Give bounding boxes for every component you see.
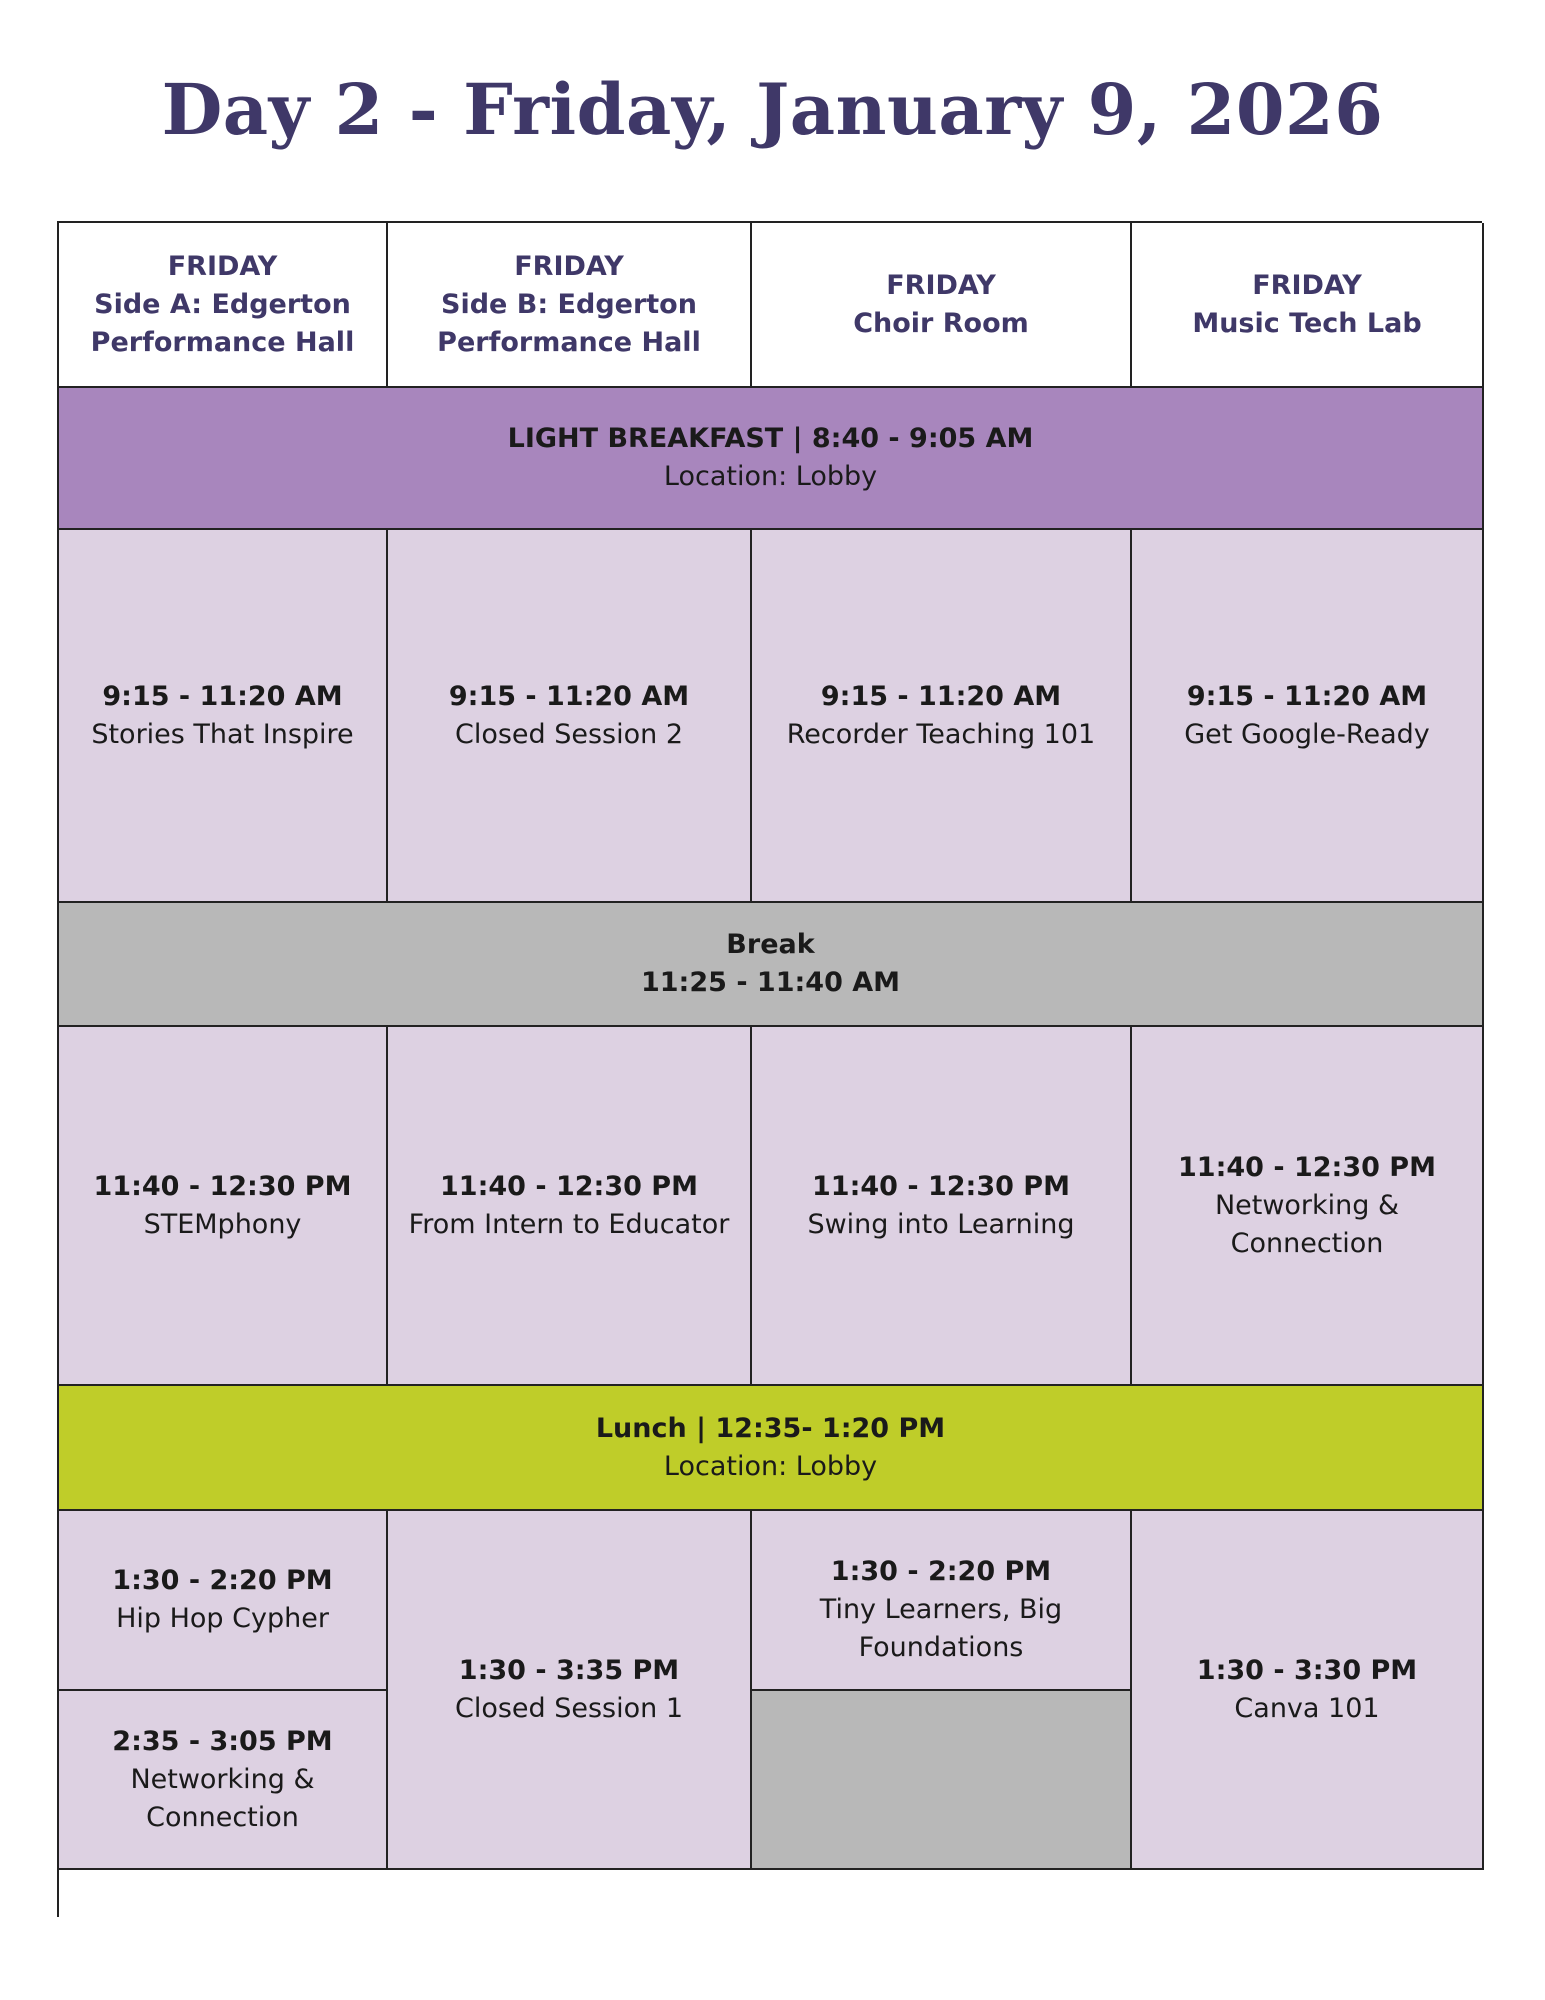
session-cell [388, 1511, 752, 1870]
break-band [59, 903, 1484, 1027]
header-side-a [59, 223, 388, 388]
schedule-table [57, 221, 1482, 1917]
session-title: Swing into Learning [807, 1208, 1075, 1240]
breakfast-location: Location: Lobby [663, 461, 878, 492]
session-cell [388, 1027, 752, 1386]
session-cell [1132, 1511, 1484, 1870]
lunch-label: Lunch | 12:35- 1:20 PM [595, 1412, 946, 1444]
session-time: 1:30 - 3:35 PM [458, 1654, 680, 1686]
session-title: Closed Session 2 [454, 718, 684, 750]
session-cell [752, 1027, 1132, 1386]
session-title: Closed Session 1 [454, 1692, 684, 1724]
break-time: 11:25 - 11:40 AM [640, 967, 901, 998]
session-time: 9:15 - 11:20 AM [448, 680, 690, 712]
session-title: Canva 101 [1234, 1692, 1380, 1724]
session-time: 9:15 - 11:20 AM [102, 680, 343, 712]
header-room-line: Side B: Edgerton [441, 288, 697, 320]
header-room-line: Music Tech Lab [1192, 307, 1422, 339]
session-cell [59, 1027, 388, 1386]
session-time: 11:40 - 12:30 PM [812, 1170, 1070, 1202]
session-title: Networking & [130, 1763, 315, 1795]
header-side-b [388, 223, 752, 388]
breakfast-label: LIGHT BREAKFAST | 8:40 - 9:05 AM [507, 423, 1034, 454]
session-cell [59, 530, 388, 903]
session-cell [388, 530, 752, 903]
session-title: Foundations [858, 1632, 1024, 1663]
session-title: Get Google-Ready [1184, 718, 1430, 750]
session-time: 11:40 - 12:30 PM [1178, 1151, 1436, 1183]
session-title: Tiny Learners, Big [819, 1594, 1063, 1625]
header-choir-room [752, 223, 1132, 388]
session-cell [752, 530, 1132, 903]
session-title: Networking & [1214, 1189, 1400, 1221]
lunch-location: Location: Lobby [663, 1450, 878, 1482]
empty-slot [752, 1691, 1132, 1870]
lunch-band [59, 1386, 1484, 1511]
session-cell [1132, 1027, 1484, 1386]
session-cell [1132, 530, 1484, 903]
session-title: Connection [146, 1801, 299, 1833]
breakfast-band [59, 388, 1484, 530]
session-time: 11:40 - 12:30 PM [440, 1170, 698, 1202]
session-title: STEMphony [143, 1208, 302, 1240]
header-day: FRIDAY [167, 250, 278, 282]
session-cell [59, 1511, 388, 1691]
header-music-tech-lab [1132, 223, 1484, 388]
header-room-line: Performance Hall [90, 326, 355, 358]
session-time: 1:30 - 2:20 PM [830, 1556, 1052, 1587]
session-cell [752, 1511, 1132, 1691]
session-time: 9:15 - 11:20 AM [820, 680, 1062, 712]
session-title: From Intern to Educator [408, 1208, 730, 1240]
session-cell [59, 1691, 388, 1870]
session-title: Stories That Inspire [91, 718, 354, 750]
session-time: 2:35 - 3:05 PM [112, 1725, 333, 1757]
session-title: Connection [1230, 1227, 1384, 1259]
session-time: 9:15 - 11:20 AM [1186, 680, 1428, 712]
header-day: FRIDAY [1252, 269, 1362, 301]
break-label: Break [726, 929, 815, 960]
session-time: 1:30 - 3:30 PM [1196, 1654, 1418, 1686]
header-room-line: Side A: Edgerton [94, 288, 351, 320]
header-day: FRIDAY [886, 269, 996, 301]
header-room-line: Choir Room [853, 307, 1029, 339]
session-time: 1:30 - 2:20 PM [112, 1565, 333, 1596]
page-title: Day 2 - Friday, January 9, 2026 [161, 68, 1384, 151]
session-title: Hip Hop Cypher [116, 1603, 329, 1634]
session-title: Recorder Teaching 101 [786, 718, 1096, 750]
session-time: 11:40 - 12:30 PM [93, 1170, 352, 1202]
header-room-line: Performance Hall [437, 326, 701, 358]
header-day: FRIDAY [514, 250, 624, 282]
